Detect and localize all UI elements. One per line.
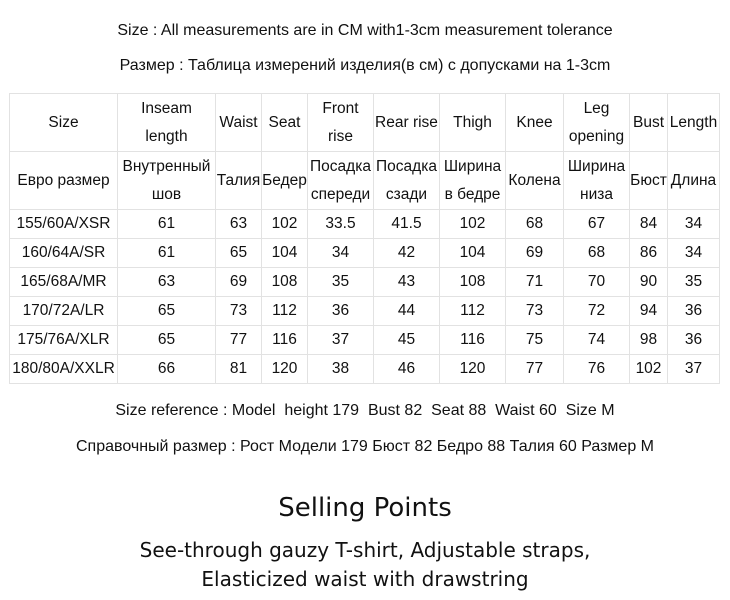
header-label: Ширина xyxy=(443,157,502,175)
value-cell: 33.5 xyxy=(308,210,374,239)
size-cell: 155/60A/XSR xyxy=(10,210,118,239)
size-reference-ru: Справочный размер : Рост Модели 179 Бюст 82 Бедро 88 Талия 60 Размер M xyxy=(75,438,654,455)
header-cell xyxy=(630,94,668,152)
value-cell: 77 xyxy=(216,326,262,355)
value-cell: 36 xyxy=(668,297,720,326)
value-cell: 37 xyxy=(668,355,720,384)
header-cell xyxy=(374,152,440,210)
value-cell: 37 xyxy=(308,326,374,355)
header-label-line-2: низа xyxy=(580,185,613,203)
measurement-note-en: Size : All measurements are in CM with1-3cm measurement tolerance xyxy=(117,22,613,39)
value-cell: 42 xyxy=(374,239,440,268)
value-cell: 108 xyxy=(440,268,506,297)
value-cell: 112 xyxy=(440,297,506,326)
header-row-ru xyxy=(10,152,720,210)
value-cell: 73 xyxy=(506,297,564,326)
header-label-line-2: length xyxy=(145,127,188,145)
value-cell: 68 xyxy=(506,210,564,239)
value-cell: 65 xyxy=(216,239,262,268)
value-cell: 81 xyxy=(216,355,262,384)
header-cell xyxy=(440,94,506,152)
header-label: Waist xyxy=(219,113,258,131)
value-cell: 75 xyxy=(506,326,564,355)
header-cell xyxy=(308,152,374,210)
header-cell xyxy=(668,94,720,152)
value-cell: 69 xyxy=(506,239,564,268)
size-reference-en: Size reference : Model height 179 Bust 82 Seat 88 Waist 60 Size M xyxy=(115,402,615,419)
header-cell xyxy=(10,94,118,152)
value-cell: 61 xyxy=(118,239,216,268)
table-row xyxy=(10,210,720,239)
value-cell: 34 xyxy=(308,239,374,268)
table-row xyxy=(10,297,720,326)
value-cell: 104 xyxy=(440,239,506,268)
header-label-line-2: шов xyxy=(151,185,182,203)
header-label: Seat xyxy=(268,113,301,131)
value-cell: 35 xyxy=(668,268,720,297)
value-cell: 43 xyxy=(374,268,440,297)
value-cell: 45 xyxy=(374,326,440,355)
value-cell: 98 xyxy=(630,326,668,355)
header-label-line-2: спереди xyxy=(310,185,371,203)
header-cell xyxy=(440,152,506,210)
size-chart-table xyxy=(9,93,720,384)
header-cell xyxy=(118,94,216,152)
value-cell: 102 xyxy=(630,355,668,384)
value-cell: 112 xyxy=(262,297,308,326)
value-cell: 38 xyxy=(308,355,374,384)
value-cell: 46 xyxy=(374,355,440,384)
measurement-note-ru: Размер : Таблица измерений изделия(в см) с допусками на 1-3cm xyxy=(119,57,611,74)
header-label: Front xyxy=(322,99,359,117)
value-cell: 72 xyxy=(564,297,630,326)
value-cell: 63 xyxy=(216,210,262,239)
value-cell: 74 xyxy=(564,326,630,355)
value-cell: 68 xyxy=(564,239,630,268)
size-cell: 160/64A/SR xyxy=(10,239,118,268)
header-label: Size xyxy=(48,113,79,131)
value-cell: 67 xyxy=(564,210,630,239)
header-label-line-2: opening xyxy=(568,127,625,145)
header-label: Thigh xyxy=(453,113,492,131)
value-cell: 102 xyxy=(262,210,308,239)
value-cell: 102 xyxy=(440,210,506,239)
value-cell: 77 xyxy=(506,355,564,384)
header-cell xyxy=(668,152,720,210)
size-cell: 165/68A/MR xyxy=(10,268,118,297)
value-cell: 108 xyxy=(262,268,308,297)
header-row-en xyxy=(10,94,720,152)
header-label: Колена xyxy=(508,171,561,189)
header-label: Бюст xyxy=(630,171,667,189)
value-cell: 44 xyxy=(374,297,440,326)
table-row xyxy=(10,355,720,384)
value-cell: 69 xyxy=(216,268,262,297)
header-label: Bust xyxy=(632,113,664,131)
value-cell: 66 xyxy=(118,355,216,384)
header-label: Посадка xyxy=(310,157,371,175)
value-cell: 116 xyxy=(440,326,506,355)
size-cell: 170/72A/LR xyxy=(10,297,118,326)
header-label: Евро размер xyxy=(17,171,110,189)
header-label: Leg xyxy=(583,99,610,117)
value-cell: 63 xyxy=(118,268,216,297)
value-cell: 36 xyxy=(308,297,374,326)
header-cell xyxy=(10,152,118,210)
table-row xyxy=(10,268,720,297)
value-cell: 41.5 xyxy=(374,210,440,239)
header-cell xyxy=(216,94,262,152)
header-cell xyxy=(262,94,308,152)
header-label: Ширина xyxy=(567,157,626,175)
header-cell xyxy=(630,152,668,210)
size-cell: 175/76A/XLR xyxy=(10,326,118,355)
header-label-line-2: rise xyxy=(328,127,353,145)
header-label-line-2: в бедре xyxy=(444,185,501,203)
value-cell: 86 xyxy=(630,239,668,268)
value-cell: 65 xyxy=(118,326,216,355)
value-cell: 71 xyxy=(506,268,564,297)
header-label-line-2: сзади xyxy=(385,185,428,203)
value-cell: 34 xyxy=(668,210,720,239)
value-cell: 90 xyxy=(630,268,668,297)
value-cell: 120 xyxy=(262,355,308,384)
header-cell xyxy=(506,152,564,210)
header-cell xyxy=(308,94,374,152)
header-label: Внутренный xyxy=(122,157,211,175)
value-cell: 94 xyxy=(630,297,668,326)
header-label: Длина xyxy=(670,171,717,189)
selling-points-line-1: See-through gauzy T-shirt, Adjustable straps, xyxy=(139,538,591,562)
header-label: Посадка xyxy=(376,157,437,175)
table-row xyxy=(10,239,720,268)
value-cell: 73 xyxy=(216,297,262,326)
header-label: Length xyxy=(669,113,718,131)
header-cell xyxy=(506,94,564,152)
header-cell xyxy=(564,94,630,152)
value-cell: 104 xyxy=(262,239,308,268)
header-label: Бедер xyxy=(262,171,307,189)
value-cell: 65 xyxy=(118,297,216,326)
header-cell xyxy=(118,152,216,210)
selling-points-title: Selling Points xyxy=(278,493,452,523)
value-cell: 70 xyxy=(564,268,630,297)
header-cell xyxy=(564,152,630,210)
header-label: Knee xyxy=(516,113,553,131)
value-cell: 120 xyxy=(440,355,506,384)
value-cell: 36 xyxy=(668,326,720,355)
header-cell xyxy=(262,152,308,210)
value-cell: 34 xyxy=(668,239,720,268)
selling-points-line-2: Elasticized waist with drawstring xyxy=(201,567,529,591)
value-cell: 84 xyxy=(630,210,668,239)
header-label: Талия xyxy=(216,171,261,189)
value-cell: 35 xyxy=(308,268,374,297)
table-row xyxy=(10,326,720,355)
value-cell: 61 xyxy=(118,210,216,239)
header-label: Inseam xyxy=(141,99,192,117)
header-cell xyxy=(216,152,262,210)
header-label: Rear rise xyxy=(375,113,438,131)
header-cell xyxy=(374,94,440,152)
size-cell: 180/80A/XXLR xyxy=(10,355,118,384)
value-cell: 116 xyxy=(262,326,308,355)
value-cell: 76 xyxy=(564,355,630,384)
